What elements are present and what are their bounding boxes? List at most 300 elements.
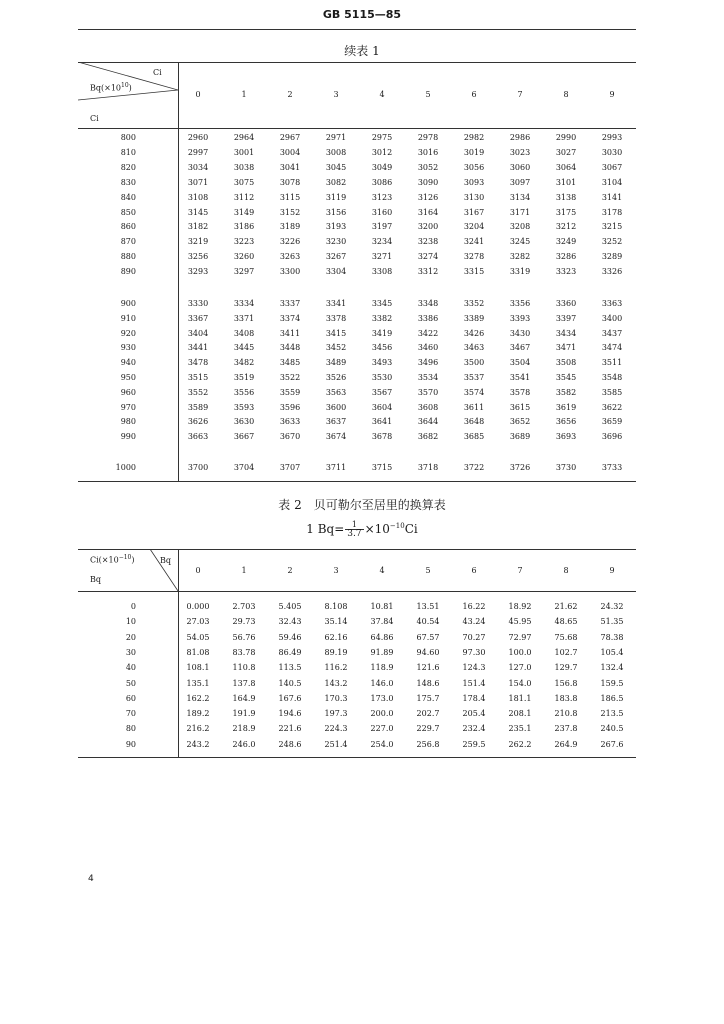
- table2-cell: 210.8: [554, 709, 578, 719]
- table1-bottom-rule: [78, 481, 636, 482]
- table1-cell: 3611: [463, 402, 485, 412]
- table1-cell: 3386: [417, 313, 439, 323]
- table1-row-label: 870: [120, 237, 136, 247]
- table1-cell: 3437: [601, 328, 623, 338]
- table1-cell: 3182: [187, 222, 209, 232]
- table1-cell: 3230: [325, 237, 347, 247]
- table2-cell: 232.4: [462, 724, 486, 734]
- table1-cell: 3348: [417, 299, 439, 308]
- table1-cell: 3578: [509, 387, 531, 397]
- table2-cell: 229.7: [416, 724, 440, 734]
- table2-cell: 72.97: [508, 632, 532, 642]
- table1-row-label: 960: [120, 387, 136, 397]
- table1-cell: 2997: [187, 147, 209, 157]
- table2-row-label: 10: [125, 617, 136, 627]
- table2-cell: 32.43: [278, 617, 302, 627]
- table1-cell: 3659: [601, 417, 623, 427]
- table2-cell: 202.7: [416, 709, 440, 719]
- table1-cell: 3541: [509, 373, 531, 382]
- table2-cell: 175.7: [416, 693, 440, 703]
- table1-cell: 3548: [601, 373, 623, 382]
- table2-cell: 251.4: [324, 739, 348, 749]
- table2-cell: 27.03: [186, 617, 210, 627]
- table1-cell: 3078: [279, 177, 301, 187]
- table1-cell: 3733: [601, 463, 623, 472]
- table1-cell: 3204: [463, 222, 485, 232]
- table2-cell: 178.4: [462, 693, 486, 703]
- table1-cell: 3715: [371, 463, 393, 472]
- table1-cell: 2960: [187, 133, 209, 142]
- table1-cell: 2986: [509, 133, 531, 142]
- table1-cell: 3700: [187, 463, 209, 472]
- table1-cell: 3160: [371, 207, 393, 217]
- table1-col-header: 4: [379, 90, 385, 99]
- table1-cell: 3330: [187, 299, 209, 308]
- table1-cell: 3141: [601, 192, 623, 202]
- table2-cell: 189.2: [186, 709, 210, 719]
- table2-col-header: 1: [241, 566, 247, 575]
- table2-cell: 100.0: [508, 647, 532, 657]
- header-rule: [78, 29, 636, 30]
- table1-cell: 3552: [187, 387, 209, 397]
- table1-cell: 3012: [371, 147, 393, 157]
- table1-cell: 3471: [555, 343, 577, 353]
- table1-cell: 3067: [601, 162, 623, 172]
- table2-cell: 13.51: [416, 602, 440, 611]
- table1-cell: 3604: [371, 402, 393, 412]
- table1-cell: 3404: [187, 328, 209, 338]
- table1-cell: 3400: [601, 313, 623, 323]
- table2-col-header: 3: [333, 566, 339, 575]
- table1-cell: 3286: [555, 252, 577, 262]
- table1-cell: 3027: [555, 147, 577, 157]
- table1-cell: 3467: [509, 343, 531, 353]
- table1-cell: 3149: [233, 207, 255, 217]
- table2-cell: 0.000: [186, 602, 210, 611]
- table1-col-header: 3: [333, 90, 339, 99]
- table1-cell: 3238: [417, 237, 439, 247]
- table1-row-label: 920: [120, 328, 136, 338]
- table2-cell: 137.8: [232, 678, 256, 688]
- table1-cell: 2964: [233, 133, 255, 142]
- table1-col-header: 8: [563, 90, 569, 99]
- table1-cell: 3030: [601, 147, 623, 157]
- table1-cell: 3082: [325, 177, 347, 187]
- table2-cell: 48.65: [554, 617, 578, 627]
- table1-cell: 3341: [325, 299, 347, 308]
- table2-cell: 167.6: [278, 693, 302, 703]
- table2-cell: 197.3: [324, 709, 348, 719]
- table1-cell: 3656: [555, 417, 577, 427]
- table1-cell: 3637: [325, 417, 347, 427]
- table1-cell: 3178: [601, 207, 623, 217]
- table2-cell: 10.81: [370, 602, 394, 611]
- table1-cell: 3678: [371, 432, 393, 442]
- table1-cell: 3256: [187, 252, 209, 262]
- table1-cell: 2967: [279, 133, 301, 142]
- table2-cell: 64.86: [370, 632, 394, 642]
- table2-cell: 254.0: [370, 739, 394, 749]
- table1-cell: 3200: [417, 222, 439, 232]
- table2-col-header: 4: [379, 566, 385, 575]
- table2-cell: 154.0: [508, 678, 532, 688]
- table1-cell: 3326: [601, 267, 623, 277]
- table1-cell: 3500: [463, 358, 485, 368]
- table1-cell: 3337: [279, 299, 301, 308]
- table2-cell: 129.7: [554, 663, 578, 673]
- table2-cell: 200.0: [370, 709, 394, 719]
- table1-cell: 3045: [325, 162, 347, 172]
- table1-cell: 3193: [325, 222, 347, 232]
- table1-col-header: 2: [287, 90, 293, 99]
- table2-col-header: 7: [517, 566, 523, 575]
- table2-cell: 186.5: [600, 693, 624, 703]
- table1-cell: 3411: [279, 328, 301, 338]
- table1-row-label: 930: [120, 343, 136, 353]
- table1-cell: 3622: [601, 402, 623, 412]
- table2-cell: 56.76: [232, 632, 256, 642]
- table2-col-header: 6: [471, 566, 477, 575]
- table1-cell: 3289: [601, 252, 623, 262]
- table2-cell: 227.0: [370, 724, 394, 734]
- table2-cell: 148.6: [416, 678, 440, 688]
- table1-cell: 3175: [555, 207, 577, 217]
- table2-title: 表 2 贝可勒尔至居里的换算表: [278, 498, 446, 512]
- table1-cell: 3245: [509, 237, 531, 247]
- table1-cell: 3263: [279, 252, 301, 262]
- table2-corner-bq-top: Bq: [160, 556, 171, 565]
- table1-cell: 3271: [371, 252, 393, 262]
- table2-cell: 237.8: [554, 724, 578, 734]
- table2-cell: 224.3: [324, 724, 348, 734]
- table2-cell: 208.1: [508, 709, 532, 719]
- table2-corner-bq-bottom: Bq: [90, 575, 101, 584]
- table2-cell: 181.1: [508, 693, 532, 703]
- table2-cell: 246.0: [232, 739, 256, 749]
- table1-col-header: 5: [425, 90, 431, 99]
- table1-col-header: 9: [609, 90, 615, 99]
- table2-cell: 121.6: [416, 663, 440, 673]
- table2-cell: 59.46: [278, 632, 302, 642]
- table1-cell: 3223: [233, 237, 255, 247]
- table1-cell: 3267: [325, 252, 347, 262]
- table2-row-label: 70: [125, 709, 136, 719]
- table1-cell: 3312: [417, 267, 439, 277]
- table1-cell: 3670: [279, 432, 301, 442]
- table2-row-label: 40: [125, 663, 136, 673]
- table1-cell: 3537: [463, 373, 485, 382]
- table2-cell: 170.3: [324, 693, 348, 703]
- table2-col-header: 2: [287, 566, 293, 575]
- table2-cell: 183.8: [554, 693, 578, 703]
- table1-cell: 3352: [463, 299, 485, 308]
- table1-cell: 3415: [325, 328, 347, 338]
- table1-cell: 3608: [417, 402, 439, 412]
- table2-cell: 97.30: [462, 647, 486, 657]
- table1-col-header: 1: [241, 90, 247, 99]
- table2-cell: 67.57: [416, 632, 440, 642]
- document-code: GB 5115—85: [322, 8, 402, 21]
- table2-row-label: 30: [125, 647, 136, 657]
- table1-cell: 3460: [417, 343, 439, 353]
- table2-cell: 213.5: [600, 709, 624, 719]
- table1-cell: 3519: [233, 373, 255, 382]
- table2-cell: 235.1: [508, 724, 532, 734]
- table1-cell: 3071: [187, 177, 209, 187]
- table1-cell: 3559: [279, 387, 301, 397]
- table2-cell: 205.4: [462, 709, 486, 719]
- table1-cell: 3456: [371, 343, 393, 353]
- table1-cell: 3722: [463, 463, 485, 472]
- table1-cell: 3345: [371, 299, 393, 308]
- table1-cell: 3382: [371, 313, 393, 323]
- table1-caption: 续表 1: [344, 44, 380, 58]
- table1-cell: 2978: [417, 133, 439, 142]
- table1-cell: 3693: [555, 432, 577, 442]
- table1-corner-bq-label: $Bq(\times 10^{10})$: [90, 82, 132, 93]
- table2-cell: 45.95: [508, 617, 532, 627]
- table1-cell: 3130: [463, 192, 485, 202]
- table2-cell: 164.9: [232, 693, 256, 703]
- table1-cell: 3356: [509, 299, 531, 308]
- table1-row-label: 990: [120, 432, 136, 442]
- table1-cell: 3504: [509, 358, 531, 368]
- table1-cell: 2982: [463, 133, 485, 142]
- table1-cell: 3126: [417, 192, 439, 202]
- table1-cell: 3060: [509, 162, 531, 172]
- table2-cell: 113.5: [278, 663, 302, 673]
- table1-cell: 3167: [463, 207, 485, 217]
- table1-cell: 3685: [463, 432, 485, 442]
- table1-cell: 3489: [325, 358, 347, 368]
- table1-cell: 3600: [325, 402, 347, 412]
- table1-cell: 3112: [233, 192, 255, 202]
- table1-cell: 3315: [463, 267, 485, 277]
- table1-cell: 3674: [325, 432, 347, 442]
- table1-cell: 3308: [371, 267, 393, 277]
- table2-cell: 75.68: [554, 632, 578, 642]
- table2-cell: 151.4: [462, 678, 486, 688]
- table1-cell: 3545: [555, 373, 577, 382]
- table1-cell: 3123: [371, 192, 393, 202]
- table1-cell: 3430: [509, 328, 531, 338]
- table2-cell: 116.2: [324, 663, 348, 673]
- table2-col-header: 9: [609, 566, 615, 575]
- table1-cell: 3304: [325, 267, 347, 277]
- table2-corner-header: [78, 549, 178, 591]
- table1-cell: 3704: [233, 463, 255, 472]
- table1-cell: 3563: [325, 387, 347, 397]
- table1-cell: 3234: [371, 237, 393, 247]
- table1-cell: 3134: [509, 192, 531, 202]
- table2-cell: 5.405: [278, 602, 302, 611]
- table1-cell: 3474: [601, 343, 623, 353]
- table1-cell: 3696: [601, 432, 623, 442]
- table1-cell: 2993: [601, 133, 623, 142]
- table1-row-label: 950: [120, 373, 136, 382]
- table2-header-rule: [78, 591, 636, 592]
- table1-cell: 3171: [509, 207, 531, 217]
- table1-cell: 3189: [279, 222, 301, 232]
- table1-row-label: 850: [120, 207, 136, 217]
- table2-cell: 108.1: [186, 663, 210, 673]
- table2-cell: 18.92: [508, 602, 532, 611]
- table1-cell: 3064: [555, 162, 577, 172]
- table2-cell: 143.2: [324, 678, 348, 688]
- table2-cell: 140.5: [278, 678, 302, 688]
- table1-cell: 3526: [325, 373, 347, 382]
- table2-cell: 240.5: [600, 724, 624, 734]
- table1-cell: 3445: [233, 343, 255, 353]
- table1-cell: 3249: [555, 237, 577, 247]
- table2-cell: 62.16: [324, 632, 348, 642]
- table2-cell: 91.89: [370, 647, 394, 657]
- table1-col-header: 0: [195, 90, 201, 99]
- table2-row-label: 90: [125, 739, 136, 749]
- table1-cell: 3086: [371, 177, 393, 187]
- table1-cell: 3582: [555, 387, 577, 397]
- table1-cell: 3241: [463, 237, 485, 247]
- table1-cell: 3334: [233, 299, 255, 308]
- table1-cell: 2975: [371, 133, 393, 142]
- table1-cell: 3004: [279, 147, 301, 157]
- table2-col-header: 0: [195, 566, 201, 575]
- table1-cell: 3363: [601, 299, 623, 308]
- table2-cell: 159.5: [600, 678, 624, 688]
- table1-cell: 3478: [187, 358, 209, 368]
- table1-cell: 3052: [417, 162, 439, 172]
- table1-cell: 3260: [233, 252, 255, 262]
- table2-cell: 194.6: [278, 709, 302, 719]
- table1-cell: 3644: [417, 417, 439, 427]
- table1-cell: 3049: [371, 162, 393, 172]
- table2-row-label: 60: [125, 693, 136, 703]
- table2-bottom-rule: [78, 757, 636, 758]
- table1-cell: 3197: [371, 222, 393, 232]
- table1-cell: 3075: [233, 177, 255, 187]
- table2-cell: 256.8: [416, 739, 440, 749]
- table2-cell: 105.4: [600, 647, 624, 657]
- table1-cell: 3718: [417, 463, 439, 472]
- table1-cell: 3323: [555, 267, 577, 277]
- table2-cell: 132.4: [600, 663, 624, 673]
- table1-cell: 3641: [371, 417, 393, 427]
- table1-cell: 3038: [233, 162, 255, 172]
- table1-row-label: 820: [120, 162, 136, 172]
- table1-cell: 3212: [555, 222, 577, 232]
- table2-cell: 86.49: [278, 647, 302, 657]
- table2-corner-ci-label: $Ci(\times 10^{-10})$: [90, 554, 135, 565]
- table1-cell: 2990: [555, 133, 577, 142]
- table1-row-label: 940: [120, 358, 136, 368]
- table1-cell: 3522: [279, 373, 301, 382]
- table1-cell: 3219: [187, 237, 209, 247]
- table1-row-label: 1000: [115, 463, 136, 472]
- table1-cell: 3371: [233, 313, 255, 323]
- table2-cell: 146.0: [370, 678, 394, 688]
- table1-cell: 3667: [233, 432, 255, 442]
- table1-header-rule: [78, 128, 636, 129]
- table1-cell: 3593: [233, 402, 255, 412]
- table1-cell: 3056: [463, 162, 485, 172]
- conversion-formula: 1 Bq= $\frac{1}{3.7}$ $\times 10^{-10}Ci$: [306, 520, 418, 539]
- table1-cell: 3574: [463, 387, 485, 397]
- table2-cell: 218.9: [232, 724, 256, 734]
- table1-row-label: 910: [120, 313, 136, 323]
- table1-row-label: 970: [120, 402, 136, 412]
- table1-cell: 3452: [325, 343, 347, 353]
- table2-row-label: 0: [130, 602, 136, 611]
- table2-cell: 89.19: [324, 647, 348, 657]
- table1-cell: 3001: [233, 147, 255, 157]
- table2-cell: 2.703: [232, 602, 256, 611]
- table1-corner-header: [78, 62, 178, 128]
- table1-cell: 3297: [233, 267, 255, 277]
- table1-cell: 3663: [187, 432, 209, 442]
- table1-cell: 3482: [233, 358, 255, 368]
- table1-cell: 3485: [279, 358, 301, 368]
- table1-cell: 3441: [187, 343, 209, 353]
- table1-row-label: 890: [120, 267, 136, 277]
- table1-cell: 3019: [463, 147, 485, 157]
- table2-row-label: 20: [125, 632, 136, 642]
- table2-cell: 243.2: [186, 739, 210, 749]
- table1-cell: 3530: [371, 373, 393, 382]
- table1-cell: 3419: [371, 328, 393, 338]
- table1-cell: 3115: [279, 192, 301, 202]
- table2-cell: 16.22: [462, 602, 486, 611]
- table2-cell: 173.0: [370, 693, 394, 703]
- table1-cell: 3101: [555, 177, 577, 187]
- table2-cell: 8.108: [324, 602, 348, 611]
- table1-cell: 3589: [187, 402, 209, 412]
- table1-row-label: 860: [120, 222, 136, 232]
- table1-cell: 3156: [325, 207, 347, 217]
- table2-cell: 40.54: [416, 617, 440, 627]
- table1-cell: 3138: [555, 192, 577, 202]
- table1-cell: 3215: [601, 222, 623, 232]
- table1-cell: 3633: [279, 417, 301, 427]
- table1-cell: 3282: [509, 252, 531, 262]
- table1-cell: 3119: [325, 192, 347, 202]
- table2-row-label: 80: [125, 724, 136, 734]
- table2-cell: 94.60: [416, 647, 440, 657]
- table2-cell: 156.8: [554, 678, 578, 688]
- table2-cell: 37.84: [370, 617, 394, 627]
- table1-cell: 3422: [417, 328, 439, 338]
- table1-cell: 3689: [509, 432, 531, 442]
- table1-row-label: 800: [120, 133, 136, 142]
- table2-cell: 135.1: [186, 678, 210, 688]
- table1-cell: 3374: [279, 313, 301, 323]
- table2-cell: 124.3: [462, 663, 486, 673]
- table1-cell: 3515: [187, 373, 209, 382]
- table2-cell: 78.38: [600, 632, 624, 642]
- table1-cell: 3585: [601, 387, 623, 397]
- table1-cell: 3463: [463, 343, 485, 353]
- table1-cell: 3164: [417, 207, 439, 217]
- table2-cell: 21.62: [554, 602, 578, 611]
- table1-cell: 3186: [233, 222, 255, 232]
- table1-cell: 3389: [463, 313, 485, 323]
- table1-cell: 3293: [187, 267, 209, 277]
- table1-cell: 3397: [555, 313, 577, 323]
- table1-cell: 3104: [601, 177, 623, 187]
- table1-cell: 3108: [187, 192, 209, 202]
- table2-cell: 216.2: [186, 724, 210, 734]
- table1-cell: 3023: [509, 147, 531, 157]
- table2-cell: 110.8: [232, 663, 256, 673]
